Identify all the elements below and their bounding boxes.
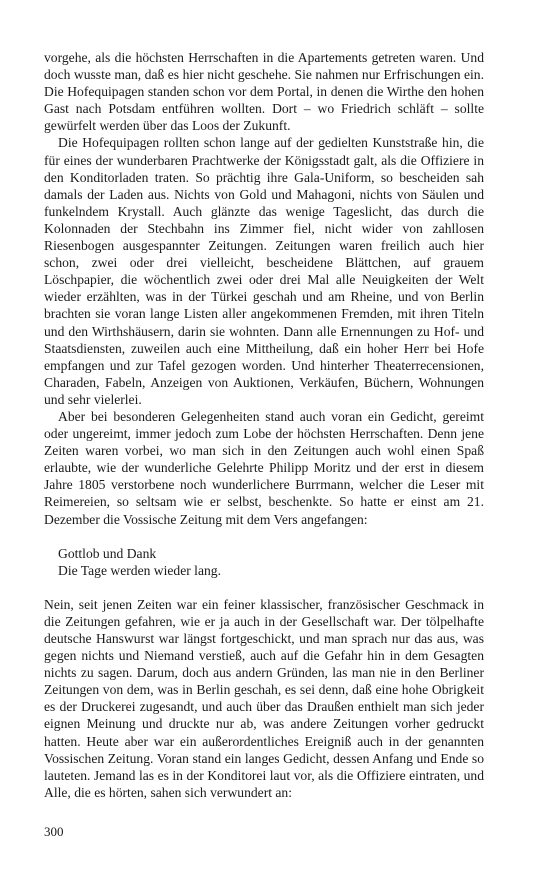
page-body	[44, 49, 484, 801]
paragraph-closing: Nein, seit jenen Zeiten war ein feiner klassischer, französischer Geschmack in die Zeitungen gefahren, wie er ja auch in der Gesellschaft war. Der tölpelhafte deutsche Hanswurst war längst fortgeschickt, und man sprach nur das aus, was gegen nichts und Niemand verstieß, auch auf die Gefahr hin in dem Gesagten nichts zu sagen. Darum, doch aus andern Gründen, las man nie in den Berliner Zeitungen von dem, was in Berlin geschah, es sei denn, daß eine hohe Obrigkeit es der Druckerei zugesandt, und auch über das Draußen enthielt man sich jeder eignen Meinung und druckte nur ab, was andere Zeitungen vorher gedruckt hatten. Heute aber war ein außerordentliches Ereigniß auch in der genannten Vossischen Zeitung. Voran stand ein langes Gedicht, dessen Anfang und Ende so lauteten. Jemand las es in der Konditorei laut vor, als die Offiziere eintraten, und Alle, die es hörten, sahen sich verwundert an:	[44, 596, 484, 800]
verse-line: Gottlob und Dank	[58, 545, 157, 561]
page-number: 300	[44, 824, 64, 839]
paragraph-continued: vorgehe, als die höchsten Herrschaften in die Apartements getreten waren. Und doch wusste man, daß es hier nicht geschehe. Sie nahmen nur Erfrischungen ein. Die Hofequipagen standen schon vor dem Portal, in denen die Wirthe den hohen Gast nach Potsdam entführen wollten. Dort – wo Friedrich schläft – sollte gewürfelt werden über das Loos der Zukunft.	[44, 50, 484, 134]
verse-block	[58, 545, 484, 579]
paragraph-hofequipagen: Die Hofequipagen rollten schon lange auf der gedielten Kunststraße hin, die für eines der wunderbaren Prachtwerke der Königsstadt galt, als die Offiziere in den Konditorladen traten. So prächtig ihre Gala-Uniform, so bescheiden sah damals der Laden aus. Nichts von Gold und Mahagoni, nichts von Säulen und funkelndem Krystall. Auch glänzte das wenige Tageslicht, das durch die Kolonnaden der Stechbahn ins Zimmer fiel, nicht wider von zahllosen Riesenbogen ausgespannter Zeitungen. Zeitungen waren freilich auch hier schon, zwei oder drei vielleicht, bescheidene Blättchen, auf grauem Löschpapier, die wöchentlich zwei oder drei Mal alle Neuigkeiten der Welt wieder erzählten, was in der Türkei geschah und am Rheine, und von Berlin brachten sie voran lange Listen aller angekommenen Fremden, mit ihren Titeln und den Wirthshäusern, darin sie wohnten. Dann alle Ernennungen zu Hof- und Staatsdiensten, zuweilen auch eine Mittheilung, daß ein hoher Herr bei Hofe empfangen und zur Tafel gezogen worden. Und hinterher Theaterrecensionen, Charaden, Fabeln, Anzeigen von Auktionen, Verkäufen, Büchern, Wohnungen und sehr vielerlei.	[44, 135, 484, 407]
verse-line: Die Tage werden wieder lang.	[58, 562, 221, 578]
paragraph-gedicht: Aber bei besonderen Gelegenheiten stand auch voran ein Gedicht, gereimt oder ungereimt, immer jedoch zum Lobe der höchsten Herrschaften. Denn jene Zeiten waren vorbei, wo man sich in den Zeitungen auch wohl einen Spaß erlaubte, wie der wunderliche Gelehrte Philipp Moritz und der erst in diesem Jahre 1805 verstorbene noch wunderlichere Burrmann, welcher die Leser mit Reimereien, so seltsam wie er selbst, beschenkte. So hatte er einst am 21. Dezember die Vossische Zeitung mit dem Vers angefangen:	[44, 408, 484, 527]
